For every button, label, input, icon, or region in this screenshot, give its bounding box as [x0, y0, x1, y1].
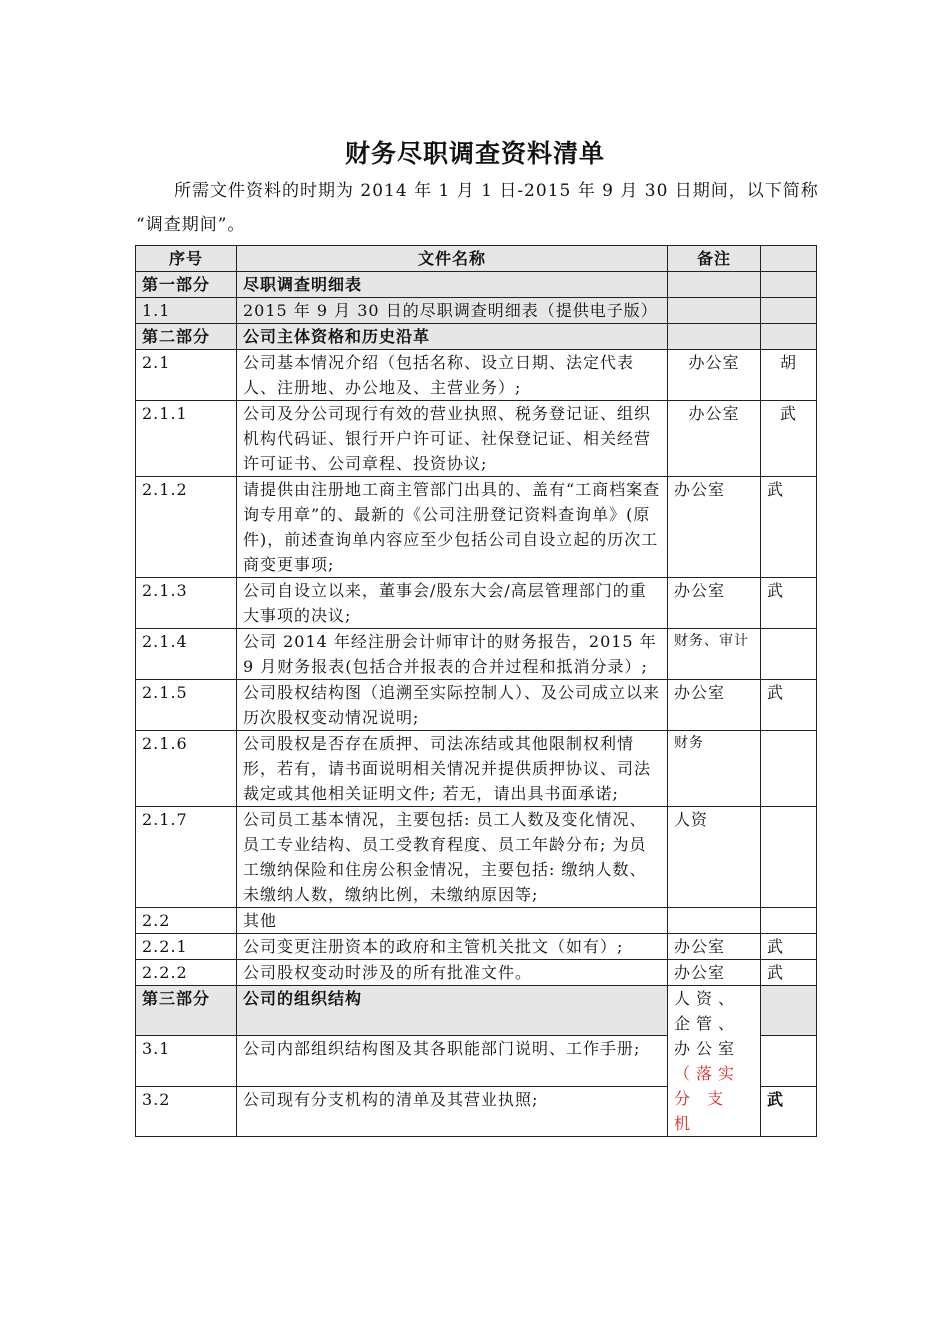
row-name: 其他 [237, 908, 668, 934]
row-note: 办公室 [668, 680, 761, 731]
table-header-row [136, 246, 817, 272]
section-name: 尽职调查明细表 [237, 272, 668, 298]
section-row-part2 [136, 324, 817, 350]
row-name: 公司内部组织结构图及其各职能部门说明、工作手册; [237, 1036, 668, 1086]
section-row-part3 [136, 986, 817, 1036]
row-note: 办公室 [668, 401, 761, 477]
row-no: 2.1.5 [136, 680, 237, 731]
row-person: 武 [761, 680, 817, 731]
row-no: 2.1.4 [136, 629, 237, 680]
row-note: 办公室 [668, 934, 761, 960]
part3-note [668, 986, 761, 1137]
table-row [136, 477, 817, 578]
row-name: 公司员工基本情况，主要包括: 员工人数及变化情况、员工专业结构、员工受教育程度、员工年龄分布; 为员工缴纳保险和住房公积金情况，主要包括: 缴纳人数、未缴纳人数，缴纳比例，未缴纳原因等; [237, 807, 668, 908]
row-no: 3.2 [136, 1086, 237, 1136]
row-name: 公司现有分支机构的清单及其营业执照; [237, 1086, 668, 1136]
row-name: 公司股权结构图（追溯至实际控制人）、及公司成立以来历次股权变动情况说明; [237, 680, 668, 731]
row-person: 武 [761, 1086, 817, 1136]
row-note: 人资 [668, 807, 761, 908]
row-note: 财务、审计 [668, 629, 761, 680]
row-name: 公司自设立以来，董事会/股东大会/高层管理部门的重大事项的决议; [237, 578, 668, 629]
intro-line-1: 所需文件资料的时期为 2014 年 1 月 1 日-2015 年 9 月 30 日期间，以下简称 [174, 181, 819, 201]
row-person [761, 731, 817, 807]
row-no: 2.2.2 [136, 960, 237, 986]
row-person: 武 [761, 934, 817, 960]
row-no: 2.1 [136, 350, 237, 401]
row-no: 2.1.3 [136, 578, 237, 629]
table-row [136, 350, 817, 401]
row-person [761, 807, 817, 908]
row-no: 2.1.6 [136, 731, 237, 807]
row-no: 1.1 [136, 298, 237, 324]
table-row [136, 578, 817, 629]
row-note: 财务 [668, 731, 761, 807]
row-note: 办公室 [668, 350, 761, 401]
row-no: 2.2.1 [136, 934, 237, 960]
row-name: 公司及分公司现行有效的营业执照、税务登记证、组织机构代码证、银行开户许可证、社保登记证、相关经营许可证书、公司章程、投资协议; [237, 401, 668, 477]
row-no: 2.1.1 [136, 401, 237, 477]
row-no: 2.1.2 [136, 477, 237, 578]
table-row [136, 298, 817, 324]
row-person: 武 [761, 401, 817, 477]
section-name: 公司的组织结构 [237, 986, 668, 1036]
section-no: 第二部分 [136, 324, 237, 350]
row-no: 3.1 [136, 1036, 237, 1086]
row-note: 办公室 [668, 578, 761, 629]
header-person [761, 246, 817, 272]
row-name: 2015 年 9 月 30 日的尽职调查明细表（提供电子版） [237, 298, 668, 324]
table-row [136, 731, 817, 807]
table-row [136, 960, 817, 986]
row-person [761, 629, 817, 680]
row-person: 武 [761, 960, 817, 986]
table-row [136, 934, 817, 960]
section-no: 第一部分 [136, 272, 237, 298]
row-name: 公司股权变动时涉及的所有批准文件。 [237, 960, 668, 986]
row-name: 请提供由注册地工商主管部门出具的、盖有“工商档案查询专用章”的、最新的《公司注册登记资料查询单》(原件)，前述查询单内容应至少包括公司自设立起的历次工商变更事项; [237, 477, 668, 578]
row-name: 公司 2014 年经注册会计师审计的财务报告，2015 年 9 月财务报表(包括合并报表的合并过程和抵消分录）; [237, 629, 668, 680]
table-row [136, 629, 817, 680]
part3-note-highlight: （落实分 支 机 [674, 1064, 741, 1133]
header-note: 备注 [668, 246, 761, 272]
intro-line-2: “调查期间”。 [136, 215, 246, 235]
row-note: 办公室 [668, 477, 761, 578]
document-checklist-table [135, 245, 817, 1137]
row-person: 胡 [761, 350, 817, 401]
row-name: 公司基本情况介绍（包括名称、设立日期、法定代表人、注册地、办公地及、主营业务）; [237, 350, 668, 401]
row-name: 公司股权是否存在质押、司法冻结或其他限制权利情形，若有，请书面说明相关情况并提供质押协议、司法裁定或其他相关证明文件; 若无，请出具书面承诺; [237, 731, 668, 807]
section-name: 公司主体资格和历史沿革 [237, 324, 668, 350]
header-name: 文件名称 [237, 246, 668, 272]
row-no: 2.1.7 [136, 807, 237, 908]
row-note: 办公室 [668, 960, 761, 986]
table-row [136, 401, 817, 477]
part3-note-text: 人资、企管、办公室 [674, 989, 741, 1058]
row-person: 武 [761, 578, 817, 629]
page-title: 财务尽职调查资料清单 [344, 139, 605, 168]
section-row-part1 [136, 272, 817, 298]
table-row [136, 807, 817, 908]
row-no: 2.2 [136, 908, 237, 934]
section-no: 第三部分 [136, 986, 237, 1036]
table-row [136, 908, 817, 934]
row-person: 武 [761, 477, 817, 578]
header-no: 序号 [136, 246, 237, 272]
row-name: 公司变更注册资本的政府和主管机关批文（如有）; [237, 934, 668, 960]
table-row [136, 680, 817, 731]
